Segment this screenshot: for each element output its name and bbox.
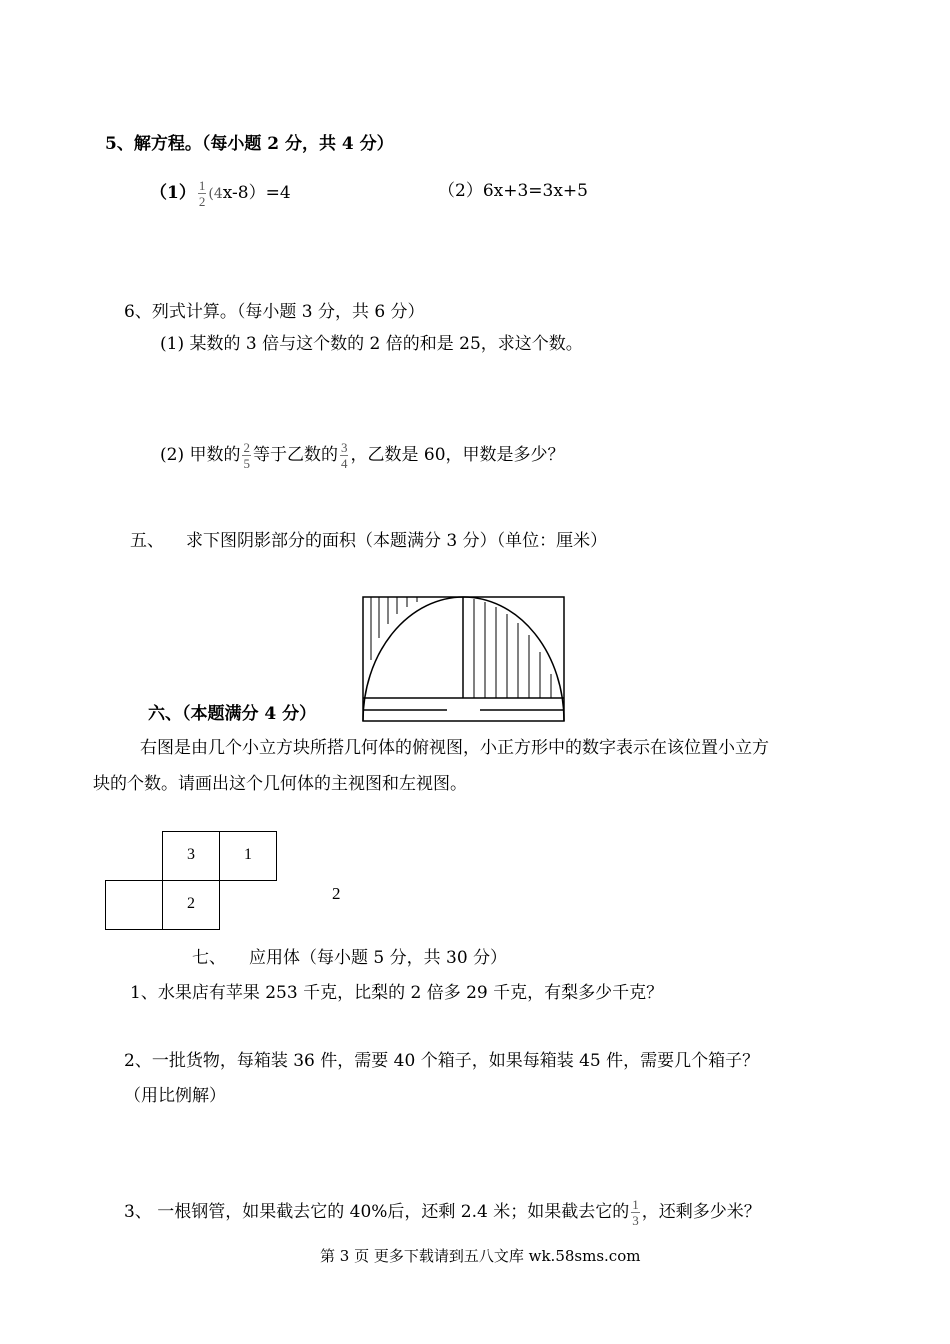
part5-title: 求下图阴影部分的面积（本题满分 3 分）（单位：厘米）	[186, 531, 608, 551]
fraction-one-third: $\frac{1}{3}$	[632, 1197, 639, 1228]
stray-number: 2	[332, 884, 341, 903]
equation-1: （1） $\frac{1}{2}$ (4x-8）=4	[150, 178, 291, 209]
section6-title: 6、列式计算。（每小题 3 分，共 6 分）	[124, 302, 425, 322]
section5-title: 5、解方程。（每小题 2 分，共 4 分）	[105, 134, 394, 154]
section6-question-1: (1) 某数的 3 倍与这个数的 2 倍的和是 25，求这个数。	[160, 334, 583, 354]
part7-title: 应用体（每小题 5 分，共 30 分）	[249, 948, 508, 968]
grid-cell: 1	[219, 831, 277, 881]
part7-question-3: 3、 一根钢管，如果截去它的 40%后，还剩 2.4 米；如果截去它的 $\frac{1}{3}$ ，还剩多少米？	[124, 1197, 761, 1228]
page-footer: 第 3 页 更多下载请到五八文库 wk.58sms.com	[320, 1247, 641, 1265]
section6-question-2: (2) 甲数的 $\frac{2}{5}$ 等于乙数的 $\frac{3}{4}$ ，乙数是 60，甲数是多少？	[160, 440, 565, 471]
fraction-three-quarters: $\frac{3}{4}$	[340, 440, 348, 471]
part7-question-2: 2、一批货物，每箱装 36 件，需要 40 个箱子，如果每箱装 45 件，需要几个箱子？	[124, 1051, 760, 1071]
part7-question-2-note: （用比例解）	[124, 1086, 226, 1106]
part7-number: 七、	[192, 948, 226, 968]
grid-cell	[105, 880, 163, 930]
shaded-area-figure	[355, 590, 575, 730]
equation-1-label: （1）	[150, 183, 196, 203]
part5-number: 五、	[130, 531, 164, 551]
part7-question-1: 1、水果店有苹果 253 千克，比梨的 2 倍多 29 千克，有梨多少千克？	[130, 983, 664, 1003]
grid-cell: 3	[162, 831, 220, 881]
fraction-two-fifths: $\frac{2}{5}$	[243, 440, 250, 471]
part6-line-1: 右图是由几个小立方块所搭几何体的俯视图，小正方形中的数字表示在该位置小立方	[140, 738, 769, 758]
equation-1-rest: x-8）=4	[222, 183, 291, 203]
fraction-one-half: $\frac{1}{2}$	[198, 178, 206, 209]
equation-2: （2）6x+3=3x+5	[438, 181, 588, 201]
part6-title: 六、（本题满分 4 分）	[148, 704, 317, 724]
part6-line-2: 块的个数。请画出这个几何体的主视图和左视图。	[93, 774, 467, 794]
grid-cell: 2	[162, 880, 220, 930]
